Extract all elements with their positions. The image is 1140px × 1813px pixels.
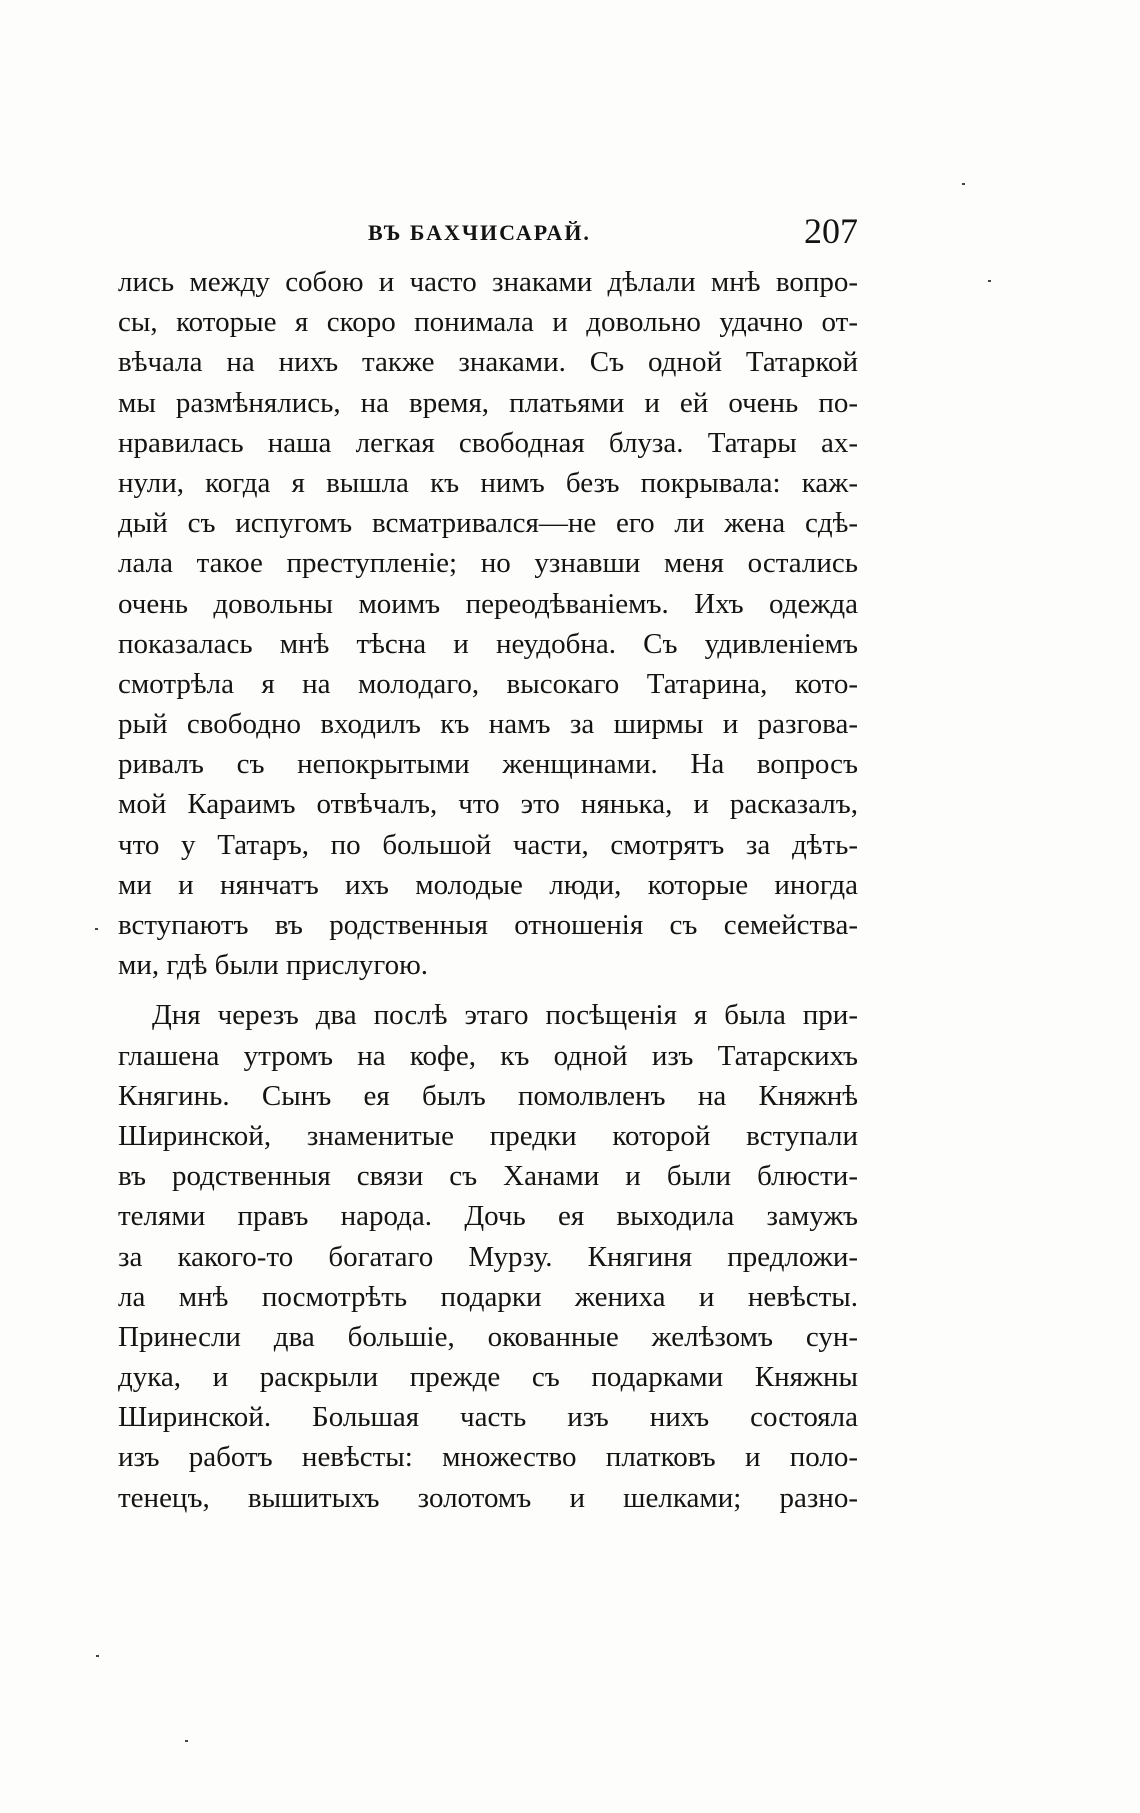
running-head: ВЪ БАХЧИСАРАЙ. [368, 220, 591, 245]
text-line: ривалъ съ непокрытыми женщинами. На вопросъ [118, 748, 858, 781]
text-line: нули, когда я вышла къ нимъ безъ покрывала: каж- [118, 466, 858, 499]
text-line: телями правъ народа. Дочь ея выходила замужъ [118, 1200, 858, 1233]
text-line: ла мнѣ посмотрѣть подарки жениха и невѣсты. [118, 1280, 858, 1313]
text-line: лись между собою и часто знаками дѣлали мнѣ вопро- [118, 266, 858, 298]
scan-speck [96, 1655, 99, 1657]
paragraph-2 [118, 995, 858, 1517]
text-line: глашена утромъ на кофе, къ одной изъ Татарскихъ [118, 1039, 858, 1072]
text-line: вступаютъ въ родственныя отношенія съ семейства- [118, 909, 858, 941]
text-line: показалась мнѣ тѣсна и неудобна. Съ удивленіемъ [118, 627, 858, 660]
scan-speck [988, 280, 991, 282]
text-line: рый свободно входилъ къ намъ за ширмы и разгова- [118, 708, 858, 741]
paragraph-1 [118, 262, 858, 985]
body-text [118, 262, 858, 1518]
scan-speck [95, 928, 98, 930]
page-number: 207 [804, 211, 858, 251]
text-line: въ родственныя связи съ Ханами и были блюсти- [118, 1160, 858, 1193]
text-line: мы размѣнялись, на время, платьями и ей очень по- [118, 386, 858, 419]
text-line: Принесли два большіе, окованные желѣзомъ сун- [118, 1320, 858, 1353]
text-line: Ширинской. Большая часть изъ нихъ состояла [118, 1401, 858, 1434]
text-line: что у Татаръ, по большой части, смотрятъ за дѣть- [118, 828, 858, 861]
text-line: за какого-то богатаго Мурзу. Княгиня предложи- [118, 1240, 858, 1273]
text-line: Ширинской, знаменитые предки которой вступали [118, 1119, 858, 1152]
text-line: сы, которые я скоро понимала и довольно удачно от- [118, 306, 858, 339]
text-line: вѣчала на нихъ также знаками. Съ одной Татаркой [118, 346, 858, 379]
text-line: дый съ испугомъ всматривался—не его ли жена сдѣ- [118, 507, 858, 540]
text-line: лала такое преступленіе; но узнавши меня остались [118, 547, 858, 580]
text-line: дука, и раскрыли прежде съ подарками Княжны [118, 1361, 858, 1394]
text-line: ми и нянчатъ ихъ молодые люди, которые иногда [118, 868, 858, 901]
page-header [118, 210, 858, 256]
text-line: Княгинь. Сынъ ея былъ помолвленъ на Княжнѣ [118, 1079, 858, 1112]
paragraph-gap [118, 985, 858, 995]
text-line: Дня черезъ два послѣ этаго посѣщенія я была при- [152, 999, 858, 1032]
text-line: изъ работъ невѣсты: множество платковъ и поло- [118, 1441, 858, 1474]
text-line: мой Караимъ отвѣчалъ, что это нянька, и расказалъ, [118, 788, 858, 821]
text-line: нравилась наша легкая свободная блуза. Татары ах- [118, 426, 858, 459]
scan-speck [962, 183, 965, 185]
text-line: ми, гдѣ были прислугою. [118, 949, 429, 982]
text-line: очень довольны моимъ переодѣваніемъ. Ихъ одежда [118, 587, 858, 620]
text-line: смотрѣла я на молодаго, высокаго Татарина, кото- [118, 667, 858, 700]
scan-speck [185, 1740, 188, 1742]
text-line: тенецъ, вышитыхъ золотомъ и шелками; разно- [118, 1481, 858, 1514]
